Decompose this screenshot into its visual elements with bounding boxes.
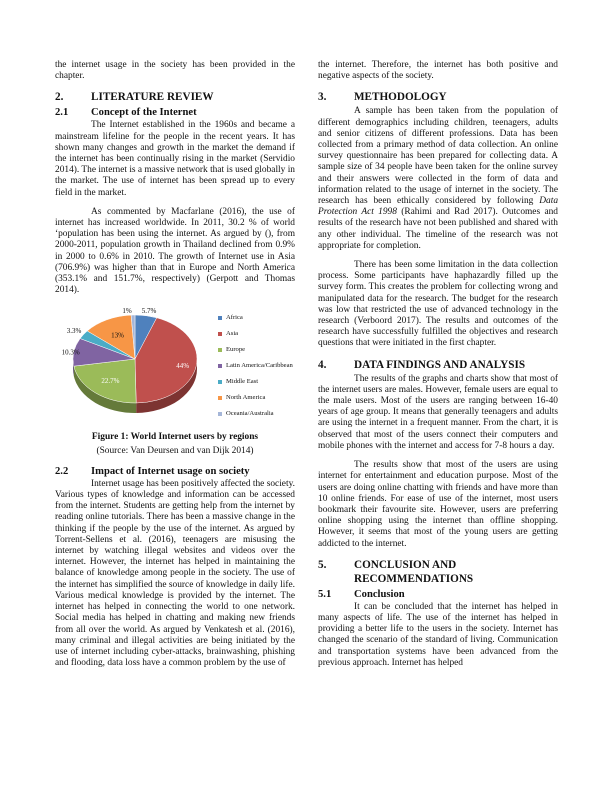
legend-item <box>218 310 298 326</box>
paragraph: As commented by Macfarlane (2016), the use of internet has increased worldwide. In 2011, 30.2 % of world ‘population has been using the internet. As argued by (), from 2000-2011, population growth in Thailand declined from 0.9% in 2000 to 0.6% in 2010. The growth of Internet use in Asia (706.9%) was higher than that in Europe and North America (353.1% and 151.7%, respectively) (Gerpott and Thomas 2014). <box>55 206 295 296</box>
legend-label: Middle East <box>226 378 259 386</box>
intro-paragraph: the internet. Therefore, the internet has both positive and negative aspects of the society. <box>318 60 558 82</box>
subsection-heading-impact <box>55 465 295 478</box>
pie-data-label: 13% <box>111 332 124 341</box>
paragraph: The results show that most of the users are using internet for entertainment and education purpose. Most of the users are doing online chatting with friends and have more than 10 online friends. For ease of use of the internet, most users bookmark their favourite site. However, users are preferring online shopping using the internet than offline shopping. However, it seems that most of the young users are getting addicted to the internet. <box>318 460 558 549</box>
section-title: DATA FINDINGS AND ANALYSIS <box>354 358 526 371</box>
subsection-number: 2.2 <box>55 465 69 477</box>
chart-legend <box>218 310 298 422</box>
legend-swatch <box>218 380 222 384</box>
pie-chart <box>55 304 215 424</box>
text-run: (Rahimi and Rad 2017). Outcomes and results of the research have not been published and shared with any other individual. The timeline of the research was not appropriate for completion. <box>318 207 558 251</box>
section-title: CONCLUSION AND RECOMMENDATIONS <box>354 558 474 585</box>
pie-data-label: 1% <box>122 307 132 316</box>
legend-swatch <box>218 412 222 416</box>
legend-swatch <box>218 348 222 352</box>
legend-item <box>218 358 298 374</box>
legend-item <box>218 342 298 358</box>
legend-label: Oceania/Australia <box>226 410 274 418</box>
paragraph: There has been some limitation in the data collection process. Some participants have haphazardly filled up the survey form. This creates the problem for collecting wrong and manipulated data for the research. The budget for the research was low that restricted the use of advanced technology in the research (Verboord 2017). The results and outcomes of the research have successfully fulfilled the objectives and research questions that were initiated in the first chapter. <box>318 260 558 349</box>
pie-data-label: 22.7% <box>101 377 120 386</box>
legend-swatch <box>218 364 222 368</box>
legend-item <box>218 406 298 422</box>
legend-label: Europe <box>226 346 246 354</box>
subsection-number: 5.1 <box>318 588 332 600</box>
figure-source: (Source: Van Deursen and van Dijk 2014) <box>96 445 254 456</box>
section-title: LITERATURE REVIEW <box>91 91 214 104</box>
subsection-title: Conclusion <box>354 588 405 600</box>
legend-swatch <box>218 332 222 336</box>
legend-item <box>218 374 298 390</box>
section-title: METHODOLOGY <box>354 91 447 104</box>
section-number: 3. <box>318 91 327 104</box>
paragraph: It can be concluded that the internet has helped in many aspects of life. The use of the internet has helped in providing a better life to the users in the society. Internet has changed the scenario of the standard of living. Communication and transportation systems have been advanced from the previous approach. Internet has helped <box>318 601 558 668</box>
section-heading-literature-review <box>55 90 295 104</box>
right-column <box>318 60 558 677</box>
legend-item <box>218 390 298 406</box>
pie-data-label: 5.7% <box>141 307 157 316</box>
subsection-title: Concept of the Internet <box>91 107 197 119</box>
legend-swatch <box>218 396 222 400</box>
legend-swatch <box>218 316 222 320</box>
legend-label: Africa <box>226 314 243 322</box>
paragraph <box>318 106 558 252</box>
italic-text: Data Protection Act 1998 <box>318 196 558 218</box>
section-number: 2. <box>55 91 64 104</box>
intro-paragraph: the internet usage in the society has been provided in the chapter. <box>55 60 295 82</box>
paragraph: The Internet established in the 1960s and became a mainstream lifeline for the people in the recent years. It has shown many changes and growth in the market the demand if the internet has been continually rising in the market (Servidio 2014). The internet is a massive network that is used globally in the market. The use of internet has been spread up to every field in the market. <box>55 120 295 198</box>
figure-caption: Figure 1: World Internet users by regions <box>91 432 259 443</box>
section-heading-conclusion <box>318 558 558 586</box>
section-number: 4. <box>318 358 327 371</box>
subsection-title: Impact of Internet usage on society <box>91 465 250 477</box>
section-number: 5. <box>318 558 327 571</box>
legend-item <box>218 326 298 342</box>
subsection-number: 2.1 <box>55 107 69 119</box>
legend-label: North America <box>226 394 266 402</box>
text-run: A sample has been taken from the population of different demographics including children, teenagers, adults and senior citizens of different professions. Data has been collected from a primary method of data collection. An online survey questionnaire has been prepared for collecting data. A sample size of 34 people have been taken for the online survey and their answers were collected in the form of data and information related to the usage of internet in the society. The research has been ethically considered by following <box>318 106 558 207</box>
pie-data-label: 3.3% <box>66 327 82 336</box>
pie-data-label: 10.3% <box>61 349 80 358</box>
pie-data-label: 44% <box>176 362 190 371</box>
subsection-heading-conclusion <box>318 588 558 601</box>
pie-chart-figure <box>55 304 295 424</box>
section-heading-data-findings <box>318 358 558 372</box>
section-heading-methodology <box>318 90 558 104</box>
legend-label: Asia <box>226 330 239 338</box>
left-column <box>55 60 295 677</box>
paragraph: The results of the graphs and charts show that most of the internet users are males. However, female users are equal to the male users. Most of the users are ranging between 16-40 years of age group. It means that generally teenagers and adults are using the internet in a frequent manner. From the chart, it is observed that most of the users connect their computers and mobile phones with the internet and access for 7-8 hours a day. <box>318 373 558 451</box>
subsection-heading-concept <box>55 106 295 119</box>
paragraph: Internet usage has been positively affected the society. Various types of knowledge and information can be accessed from the internet. Students are getting help from the internet by reading online tutorials. There has been a massive change in the thinking if the people by the use of the internet. As argued by Torrent-Sellens et al. (2016), teenagers are misusing the internet by watching illegal websites and videos over the internet. However, the internet has helped in maintaining the balance of knowledge among people in the society. The use of the internet has simplified the source of knowledge in daily life. Various medical knowledge is provided by the internet. The internet has helped in connecting the world to one network. Social media has helped in chatting and making new friends from all over the world. As argued by Venkatesh et al. (2016), many criminal and illegal activities are being initiated by the use of internet including cyber-attacks, brainwashing, phishing and flooding, data loss have a common problem by the use of <box>55 478 295 669</box>
legend-label: Latin America/Caribbean <box>226 362 293 370</box>
